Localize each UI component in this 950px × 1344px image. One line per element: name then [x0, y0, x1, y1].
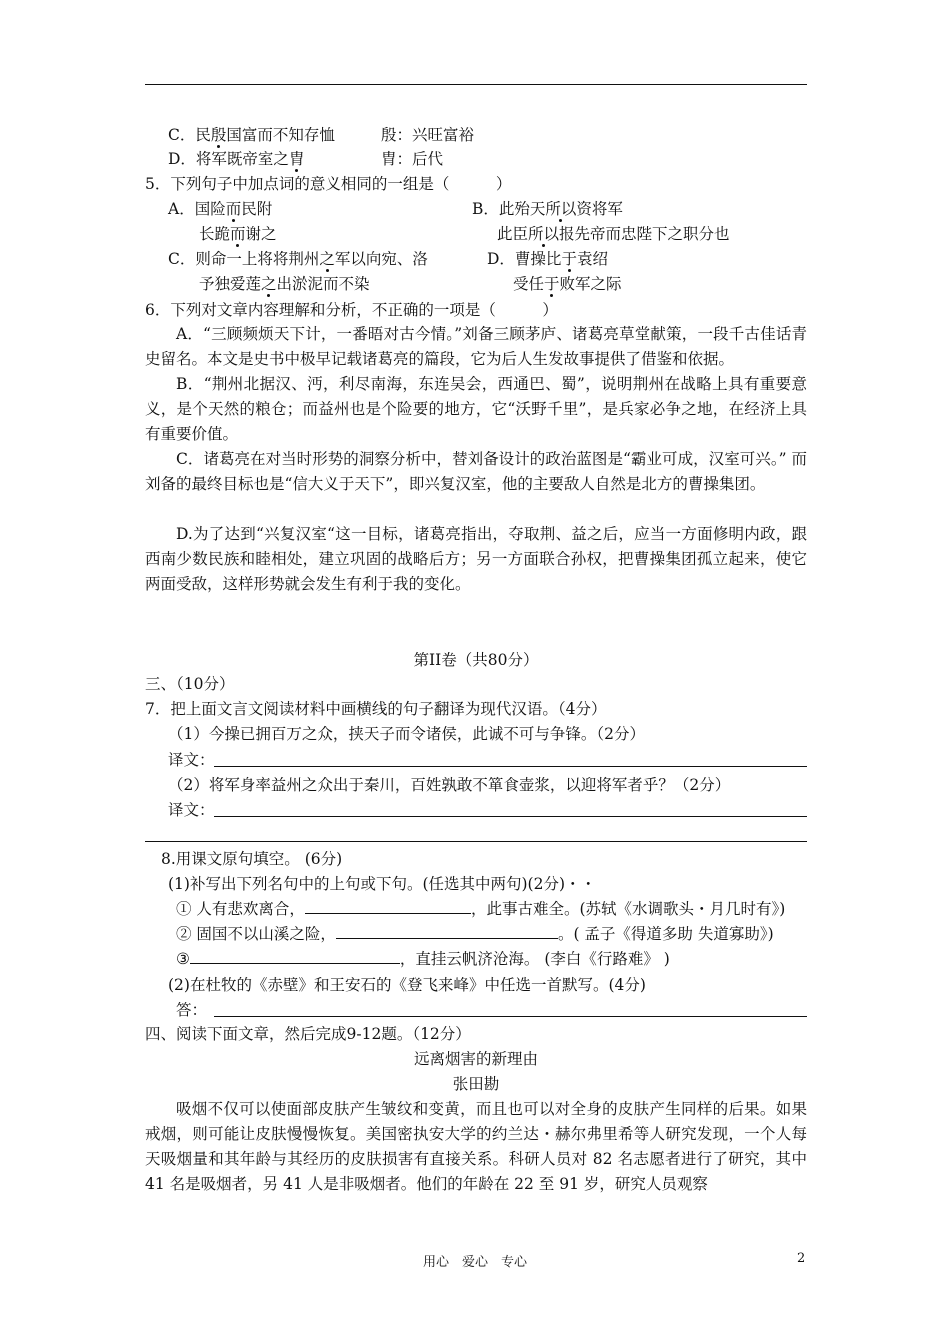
q8-blank-b[interactable] [336, 924, 558, 939]
q4-option-d: D．将军既帝室之胄 [168, 150, 305, 168]
part2-heading: 第II卷（共80分） [413, 651, 539, 669]
q6-option-a: A．“三顾频烦天下计，一番晤对古今情。”刘备三顾茅庐、诸葛亮草堂献策，一段千古佳话青史留名。本文是史书中极早记载诸葛亮的篇段，它为后人生发故事提供了借鉴和依据。 [145, 325, 807, 368]
article-author: 张田勘 [452, 1075, 500, 1093]
q8-blank-a[interactable] [305, 899, 471, 914]
article-body: 吸烟不仅可以使面部皮肤产生皱纹和变黄，而且也可以对全身的皮肤产生同样的后果。如果戒烟，则可能让皮肤慢慢恢复。美国密执安大学的约兰达・赫尔弗里希等人研究发现，一个人每天吸烟量和其年龄与其经历的皮肤损害有直接关系。科研人员对 82 名志愿者进行了研究，其中 41 名是吸烟者，另 41 人是非吸烟者。他们的年龄在 22 至 91 岁，研究人员观察 [145, 1100, 807, 1193]
q8-blank-c-row: ③ ，直挂云帆济沧海。 (李白《行路难》 ) [176, 950, 670, 968]
q5-option-a-1: A．国险而民附 [168, 200, 273, 218]
q7-translation-label-2: 译文： [168, 801, 215, 819]
q8-answer-label: 答： [176, 1001, 208, 1019]
q8-stem: 8.用课文原句填空。 (6分) [161, 850, 343, 868]
header-rule [145, 84, 807, 85]
q4-option-d-gloss: 胄：后代 [381, 150, 444, 168]
q5-option-b-2: 此臣所以报先帝而忠陛下之职分也 [497, 225, 730, 243]
q5-option-d-2: 受任于败军之际 [513, 275, 622, 293]
q6-option-c: C．诸葛亮在对当时形势的洞察分析中，替刘备设计的政治蓝图是“霸业可成，汉室可兴。” 而刘备的最终目标也是“信大义于天下”，即兴复汉室，他的主要敌人自然是北方的曹操集团。 [145, 450, 807, 493]
q7-item-2: （2）将军身率益州之众出于秦川，百姓孰敢不箪食壶浆，以迎将军者乎？（2分） [168, 776, 731, 794]
q7-item-1: （1）今操已拥百万之众，挟天子而令诸侯，此诚不可与争锋。（2分） [168, 725, 645, 743]
q7-translation-label-1: 译文： [168, 751, 215, 769]
q5-option-c-2: 予独爱莲之出淤泥而不染 [199, 275, 370, 293]
q8-blank-a-row: ① 人有悲欢离合， ，此事古难全。(苏轼《水调歌头・月几时有》) [176, 900, 786, 918]
q7-answer-line-2[interactable] [214, 816, 807, 817]
q6-stem: 6．下列对文章内容理解和分析，不正确的一项是（ ） [145, 301, 558, 319]
q5-option-a-2: 长跪而谢之 [199, 225, 277, 243]
q5-stem: 5．下列句子中加点词的意义相同的一组是（ ） [145, 175, 512, 193]
article-title: 远离烟害的新理由 [413, 1050, 538, 1068]
q8-blank-c[interactable] [190, 949, 400, 964]
q5-option-c-1: C．则命一上将将荆州之军以向宛、洛 [168, 250, 428, 268]
footer-motto: 用心 爱心 专心 [422, 1255, 527, 1270]
q5-option-d-1: D．曹操比于袁绍 [487, 250, 608, 268]
page-number: 2 [797, 1251, 806, 1266]
section-4-heading: 四、阅读下面文章，然后完成9-12题。（12分） [145, 1025, 471, 1043]
q4-option-c: C．民殷国富而不知存恤 [168, 126, 335, 144]
q6-option-d: D.为了达到“兴复汉室“这一目标，诸葛亮指出，夺取荆、益之后，应当一方面修明内政，跟西南少数民族和睦相处，建立巩固的战略后方；另一方面联合孙权，把曹操集团孤立起来，使它两面受敌，这样形势就会发生有利于我的变化。 [145, 525, 807, 593]
q8-blank-b-row: ② 固国不以山溪之险， 。( 孟子《得道多助 失道寡助》) [176, 925, 774, 943]
q7-answer-line-1[interactable] [214, 766, 807, 767]
q7-stem: 7．把上面文言文阅读材料中画横线的句子翻译为现代汉语。（4分） [145, 700, 607, 718]
q8-part-1: (1)补写出下列名句中的上句或下句。(任选其中两句)(2分)・・ [168, 875, 597, 893]
section-3-heading: 三、（10分） [145, 675, 235, 693]
q8-answer-line[interactable] [214, 1016, 807, 1017]
q4-option-c-gloss: 殷：兴旺富裕 [381, 126, 475, 144]
q5-option-b-1: B．此殆天所以资将军 [472, 200, 623, 218]
q7-answer-line-3[interactable] [145, 841, 807, 842]
q8-part-2: (2)在杜牧的《赤壁》和王安石的《登飞来峰》中任选一首默写。(4分) [168, 976, 646, 994]
q6-option-b: B．“荆州北据汉、沔，利尽南海，东连吴会，西通巴、蜀”，说明荆州在战略上具有重要意义，是个天然的粮仓；而益州也是个险要的地方，它“沃野千里”，是兵家必争之地，在经济上具有重要价值。 [145, 375, 807, 443]
